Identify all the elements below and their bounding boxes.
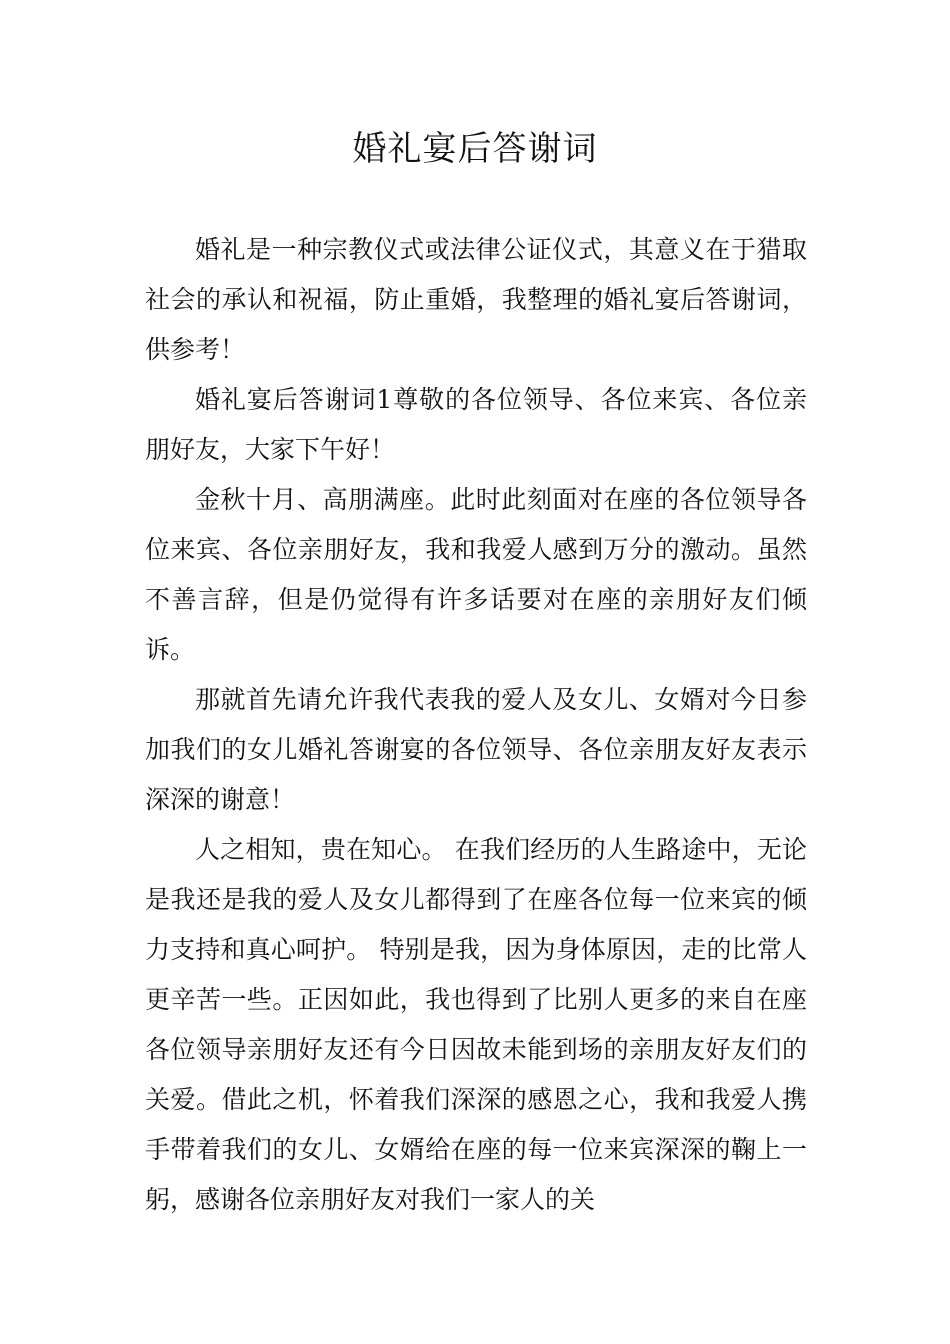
paragraph-greeting: 婚礼宴后答谢词1尊敬的各位领导、各位来宾、各位亲朋好友，大家下午好！ xyxy=(145,385,807,464)
paragraph-intro: 婚礼是一种宗教仪式或法律公证仪式，其意义在于猎取社会的承认和祝福，防止重婚，我整理的婚礼宴后答谢词，供参考！ xyxy=(145,235,807,364)
document-title: 婚礼宴后答谢词 xyxy=(352,129,598,169)
document-body xyxy=(145,225,807,1225)
paragraph-gratitude: 人之相知，贵在知心。 在我们经历的人生路途中，无论是我还是我的爱人及女儿都得到了在座各位每一位来宾的倾力支持和真心呵护。 特别是我，因为身体原因，走的比常人更辛苦一些。正因如此，我也得到了比别人更多的来自在座各位领导亲朋好友还有今日因故未能到场的亲朋友好友们的关爱。借此之机，怀着我们深深的感恩之心，我和我爱人携手带着我们的女儿、女婿给在座的每一位来宾深深的鞠上一躬，感谢各位亲朋好友对我们一家人的关 xyxy=(145,835,807,1214)
paragraph-opening: 金秋十月、高朋满座。此时此刻面对在座的各位领导各位来宾、各位亲朋好友，我和我爱人感到万分的激动。虽然不善言辞，但是仍觉得有许多话要对在座的亲朋好友们倾诉。 xyxy=(145,485,807,664)
paragraph-thanks: 那就首先请允许我代表我的爱人及女儿、女婿对今日参加我们的女儿婚礼答谢宴的各位领导、各位亲朋友好友表示深深的谢意！ xyxy=(145,685,807,814)
